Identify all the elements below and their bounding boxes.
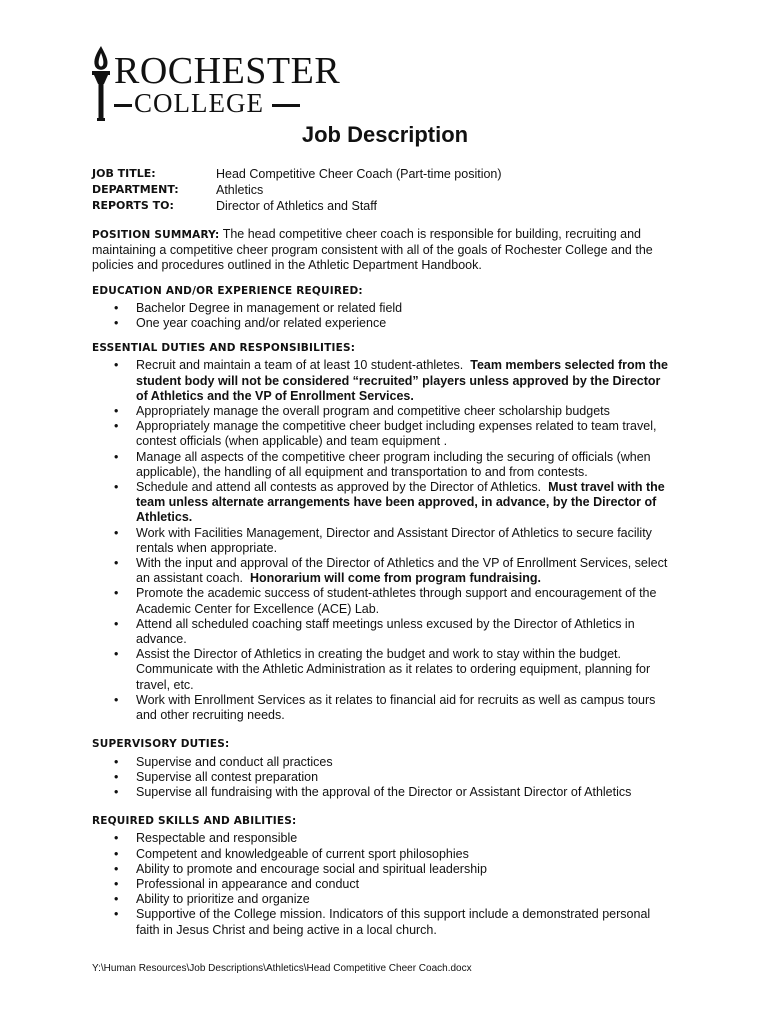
list-item: • Ability to prioritize and organize <box>114 892 310 907</box>
meta-row <box>92 166 502 182</box>
list-item: • Supervise and conduct all practices <box>114 754 333 769</box>
list-item: • Bachelor Degree in management or related field <box>114 300 403 315</box>
list-item: • Respectable and responsible <box>114 831 298 846</box>
list-item: • Supervise all fundraising with the approval of the Director or Assistant Director of Athletics <box>114 784 632 799</box>
logo-line-2: COLLEGE <box>134 88 264 118</box>
list-item: • Competent and knowledgeable of current sport philosophies <box>114 846 469 861</box>
meta-value: Head Competitive Cheer Coach (Part-time position) <box>216 167 502 181</box>
list-item: • Professional in appearance and conduct <box>114 876 360 891</box>
skills-section <box>92 814 672 938</box>
list-item: • Supportive of the College mission. Indicators of this support include a demonstrated personal faith in Jesus Christ and being active in a local church. <box>114 907 651 937</box>
summary-label: POSITION SUMMARY: <box>92 229 220 241</box>
education-section <box>92 284 672 332</box>
section-heading: EDUCATION AND/OR EXPERIENCE REQUIRED: <box>92 284 363 297</box>
list-item: • Assist the Director of Athletics in creating the budget and work to stay within the budget. Communicate with the Athletic Administration as it relates to ordering equipment, planning for travel, etc. <box>114 647 651 692</box>
list-item: • Recruit and maintain a team of at least 10 student-athletes. Team members selected from the student body will not be considered “recruited” players unless approved by the Director of Athletics and the VP of Enrollment Services. <box>114 358 668 403</box>
logo-line-1: ROCHESTER <box>114 50 341 92</box>
list-item: • Ability to promote and encourage social and spiritual leadership <box>114 861 487 876</box>
logo-rule-right <box>272 104 300 107</box>
section-heading: SUPERVISORY DUTIES: <box>92 738 230 751</box>
list-item: • With the input and approval of the Director of Athletics and the VP of Enrollment Services, select an assistant coach. Honorarium will come from program fundraising. <box>114 556 668 586</box>
meta-key: JOB TITLE: <box>92 167 156 180</box>
supervisory-section <box>92 737 672 800</box>
section-heading: ESSENTIAL DUTIES AND RESPONSIBILITIES: <box>92 342 356 355</box>
list-item: • Appropriately manage the overall program and competitive cheer scholarship budgets <box>114 404 610 419</box>
list-item: • Schedule and attend all contests as approved by the Director of Athletics. Must travel with the team unless alternate arrangements have been approved, in advance, by the Director of Athletics. <box>114 480 665 525</box>
summary-text: The head competitive cheer coach is responsible for building, recruiting and maintaining a competitive cheer program consistent with all of the goals of Rochester College and the policies and procedures outlined in the Athletic Department Handbook. <box>92 227 653 273</box>
list-item: • Appropriately manage the competitive cheer budget including expenses related to team travel, contest officials (when applicable) and team equipment . <box>114 419 657 449</box>
list-item: • Manage all aspects of the competitive cheer program including the securing of officials (when applicable), the handling of all equipment and transportation to and from contests. <box>114 449 651 479</box>
section-heading: REQUIRED SKILLS AND ABILITIES: <box>92 815 297 828</box>
file-path-footer: Y:\Human Resources\Job Descriptions\Athletics\Head Competitive Cheer Coach.docx <box>92 963 472 974</box>
logo-rule-left <box>114 104 132 107</box>
meta-key: DEPARTMENT: <box>92 183 179 196</box>
meta-row <box>92 182 502 198</box>
list-item: • One year coaching and/or related experience <box>114 316 387 331</box>
meta-value: Athletics <box>216 183 264 197</box>
college-logo <box>86 44 341 122</box>
meta-key: REPORTS TO: <box>92 199 174 212</box>
meta-row <box>92 198 502 214</box>
torch-icon <box>86 44 116 122</box>
list-item: • Attend all scheduled coaching staff meetings unless excused by the Director of Athletics in advance. <box>114 616 635 647</box>
job-meta <box>92 166 502 214</box>
list-item: • Supervise all contest preparation <box>114 769 319 784</box>
position-summary <box>92 227 672 274</box>
page-title: Job Description <box>301 122 469 147</box>
document-body <box>92 227 672 938</box>
list-item: • Work with Facilities Management, Director and Assistant Director of Athletics to secure facility rentals when appropriate. <box>114 525 652 555</box>
meta-value: Director of Athletics and Staff <box>216 199 377 213</box>
list-item: • Work with Enrollment Services as it relates to financial aid for recruits as well as campus tours and other recruiting needs. <box>114 692 656 723</box>
duties-section <box>92 341 672 723</box>
list-item: • Promote the academic success of student-athletes through support and encouragement of the Academic Center for Excellence (ACE) Lab. <box>114 586 657 616</box>
